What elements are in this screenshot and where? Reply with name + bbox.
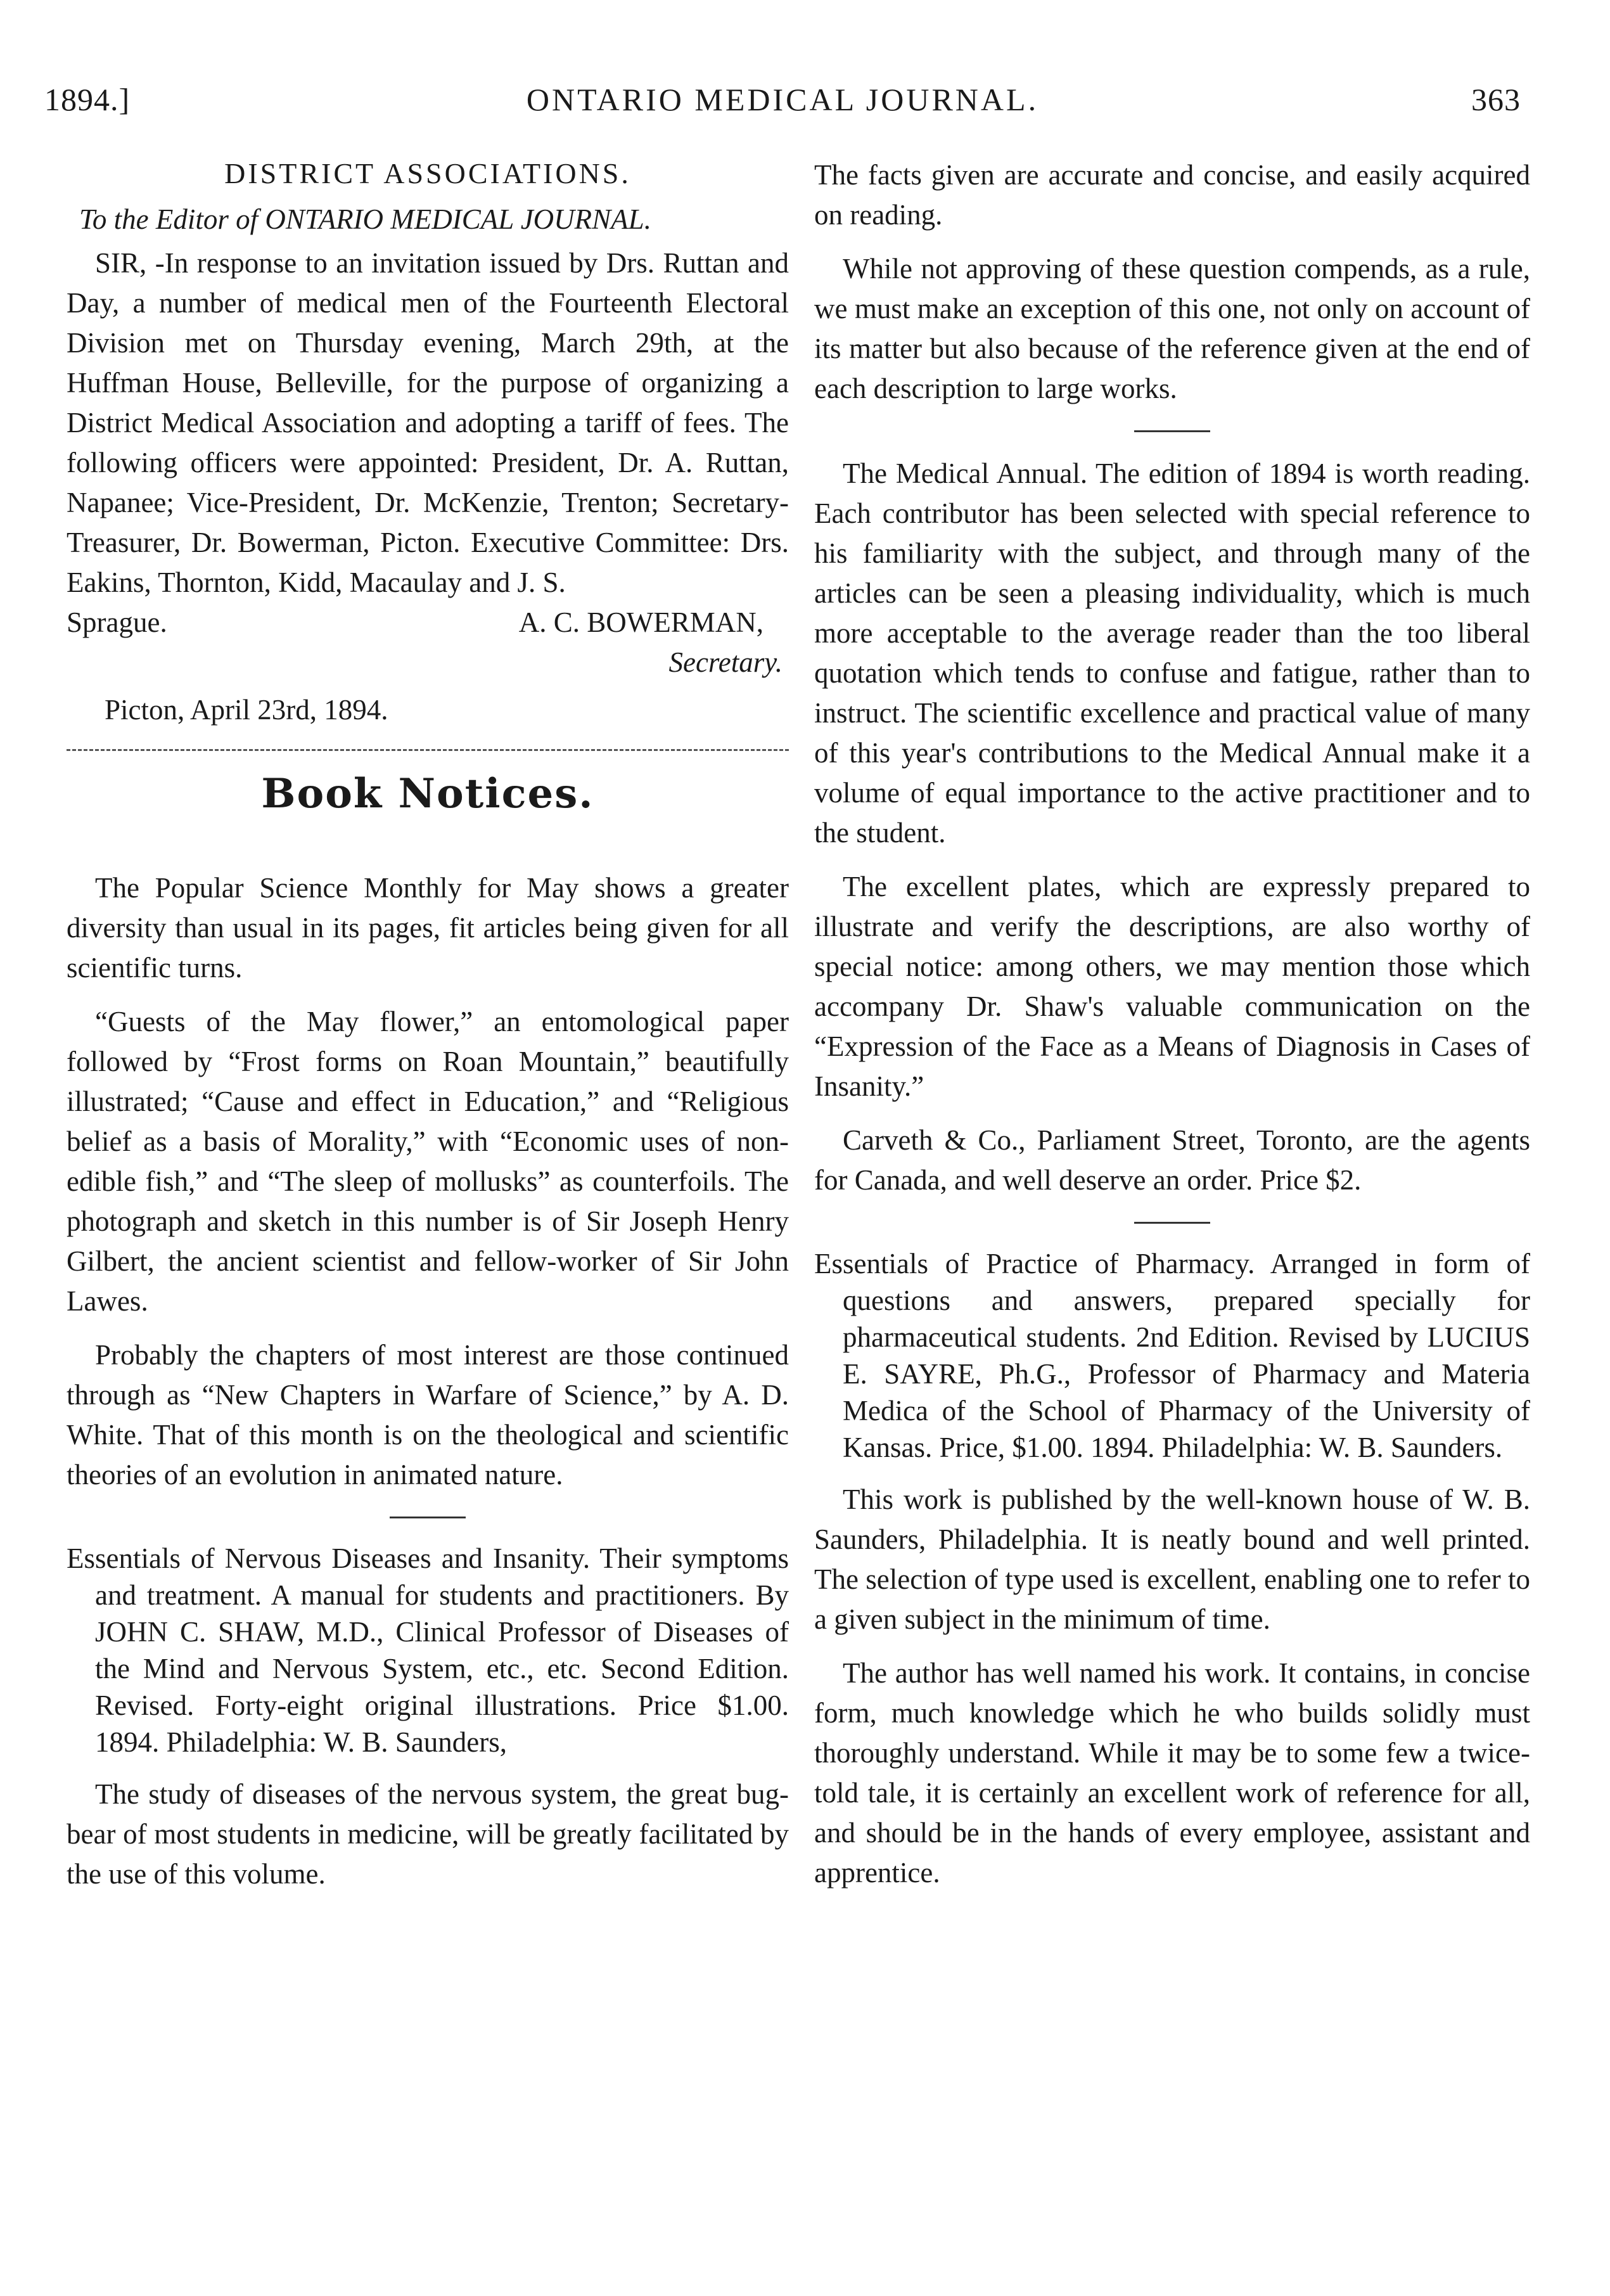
left-column (67, 155, 789, 1908)
book-notices-title: Book Notices. (261, 770, 594, 818)
running-head (44, 81, 1521, 125)
nervous-diseases-review: The study of diseases of the nervous system, the great bug-bear of most students in medicine, will be greatly facilitated by the use of this volume. (67, 1778, 789, 1890)
popular-science-paragraph: The Popular Science Monthly for May shows a greater diversity than usual in its pages, fit articles being given for all scientific turns. (67, 872, 789, 984)
letter-date: Picton, April 23rd, 1894. (105, 694, 388, 726)
notice-separator (390, 1517, 466, 1518)
section-divider (67, 749, 789, 751)
medical-annual-plates: The excellent plates, which are expressly prepared to illustrate and verify the descriptions, are also worthy of special notice: among others, we may mention those which accompany Dr. Shaw's valuable communication on the “Expression of the Face as a Means of Diagnosis in Cases of Insanity.” (814, 871, 1530, 1102)
letter-body: SIR, -In response to an invitation issued by Drs. Ruttan and Day, a number of medical men of the Fourteenth Electoral Division met on Thursday evening, March 29th, at the Huffman House, Belleville, for the purpose of organizing a District Medical Association and adopting a tariff of fees. The following officers were appointed: President, Dr. A. Ruttan, Napanee; Vice-President, Dr. McKenzie, Trenton; Secretary-Treasurer, Dr. Bowerman, Picton. Executive Committee: Drs. Eakins, Thornton, Kidd, Macaulay and J. S. (67, 247, 789, 598)
signature-continuation: Sprague. (67, 606, 167, 638)
pharmacy-review: This work is published by the well-known house of W. B. Saunders, Philadelphia. It is neatly bound and well printed. The selection of type used is excellent, enabling one to refer to a given subject in the minimum of time. (814, 1484, 1530, 1635)
nervous-diseases-review-continued: The facts given are accurate and concise, and easily acquired on reading. (814, 159, 1530, 231)
pharmacy-review-conclusion: The author has well named his work. It contains, in concise form, much knowledge which he who builds solidly must thoroughly understand. While it may be to some few a twice-told tale, it is certainly an excellent work of reference for all, and should be in the hands of every employee, assistant and apprentice. (814, 1657, 1530, 1889)
page-number: 363 (1471, 82, 1521, 117)
signature-title: Secretary. (668, 646, 783, 678)
pharmacy-entry: Essentials of Practice of Pharmacy. Arranged in form of questions and answers, prepared specially for pharmaceutical students. 2nd Edition. Revised by LUCIUS E. SAYRE, Ph.G., Professor of Pharmacy and Materia Medica of the School of Pharmacy of the University of Kansas. Price, $1.00. 1894. Philadelphia: W. B. Saunders. (814, 1248, 1530, 1463)
letter-signature (67, 603, 789, 643)
nervous-diseases-comment: While not approving of these question compends, as a rule, we must make an exception of this one, not only on account of its matter but also because of the reference given at the end of each description to large works. (814, 253, 1530, 404)
right-column (814, 155, 1530, 1907)
popular-science-chapters: Probably the chapters of most interest are those continued through as “New Chapters in Warfare of Science,” by A. D. White. That of this month is on the theological and scientific theories of an evolution in animated nature. (67, 1339, 789, 1491)
nervous-diseases-entry: Essentials of Nervous Diseases and Insanity. Their symptoms and treatment. A manual for students and practitioners. By JOHN C. SHAW, M.D., Clinical Professor of Diseases of the Mind and Nervous System, etc., etc. Second Edition. Revised. Forty-eight original illustrations. Price $1.00. 1894. Philadelphia: W. B. Saunders, (67, 1542, 789, 1758)
notice-separator (1134, 1222, 1210, 1224)
header-year: 1894.] (44, 82, 131, 117)
medical-annual-agents: Carveth & Co., Parliament Street, Toronto, are the agents for Canada, and well deserve an order. Price $2. (814, 1124, 1530, 1196)
popular-science-contents: “Guests of the May flower,” an entomological paper followed by “Frost forms on Roan Mountain,” beautifully illustrated; “Cause and effect in Education,” and “Religious belief as a basis of Morality,” with “Economic uses of non-edible fish,” and “The sleep of mollusks” as counterfoils. The photograph and sketch in this number is of Sir Joseph Henry Gilbert, the ancient scientist and fellow-worker of Sir John Lawes. (67, 1006, 789, 1317)
district-associations-heading: DISTRICT ASSOCIATIONS. (224, 157, 631, 189)
signature-name: A. C. BOWERMAN, (518, 606, 763, 638)
journal-title: ONTARIO MEDICAL JOURNAL. (526, 82, 1039, 117)
medical-annual-review: The Medical Annual. The edition of 1894 is worth reading. Each contributor has been selected with special reference to his familiarity with the subject, and through many of the articles can be seen a pleasing individuality, which is much more acceptable to the average reader than the too liberal quotation which tends to confuse and fatigue, rather than to instruct. The scientific excellence and practical value of many of this year's contributions to the Medical Annual make it a volume of equal importance to the active practitioner and to the student. (814, 458, 1530, 849)
notice-separator (1134, 430, 1210, 432)
letter-salutation: To the Editor of ONTARIO MEDICAL JOURNAL. (79, 203, 651, 235)
